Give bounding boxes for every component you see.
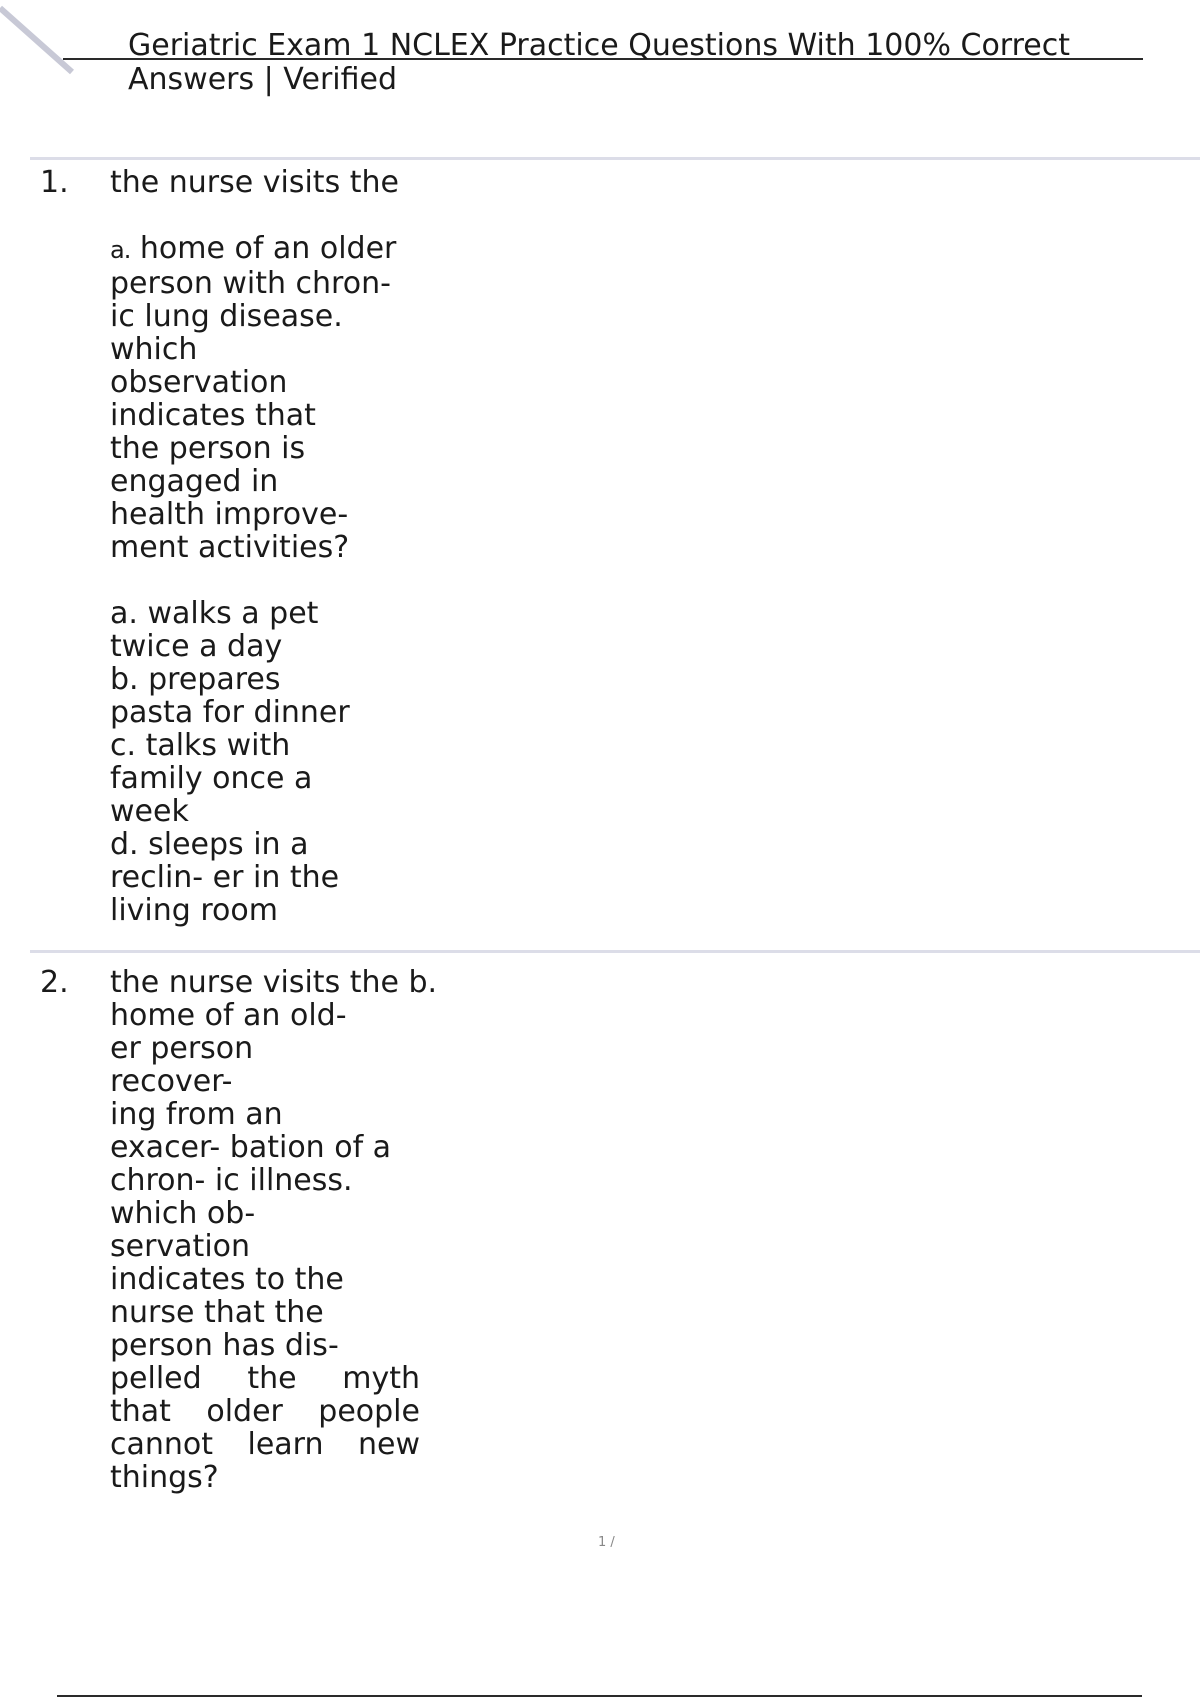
question-line: nurse that the [110, 1295, 324, 1330]
question-text [110, 966, 437, 1494]
question-line: which [110, 332, 198, 367]
question-line: things? [110, 1460, 219, 1495]
question-line: exacer- bation of a [110, 1130, 392, 1165]
document-title-line-2: Answers | Verified [128, 62, 398, 97]
word: that [110, 1394, 171, 1429]
word: learn [247, 1427, 324, 1462]
question-line: engaged in [110, 464, 279, 499]
question-line: observation [110, 365, 288, 400]
question-line: which ob- [110, 1196, 256, 1231]
question-line: ic lung disease. [110, 299, 343, 334]
option-line: family once a [110, 761, 313, 796]
question-line: ment activities? [110, 530, 350, 565]
line-gap [110, 199, 399, 232]
line-gap [110, 564, 399, 597]
justified-line [110, 1362, 420, 1395]
option-line: week [110, 794, 189, 829]
document-title-line-1: Geriatric Exam 1 NCLEX Practice Questions With 100% Correct [63, 28, 1143, 60]
word: cannot [110, 1427, 214, 1462]
option-line: a. walks a pet [110, 596, 319, 631]
question-line: recover- [110, 1064, 233, 1099]
option-line: living room [110, 893, 278, 928]
question-line: servation [110, 1229, 251, 1264]
document-header [63, 28, 1143, 98]
option-line: c. talks with [110, 728, 291, 763]
word: new [357, 1427, 420, 1462]
answer-prefix: a. [110, 236, 131, 264]
question-line: health improve- [110, 497, 349, 532]
word: pelled [110, 1361, 202, 1396]
question-line: er person [110, 1031, 254, 1066]
option-line: twice a day [110, 629, 283, 664]
option-line: pasta for dinner [110, 695, 350, 730]
option-line: b. prepares [110, 662, 281, 697]
option-line: reclin- er in the [110, 860, 340, 895]
question-text [110, 166, 399, 927]
question-line: person has dis- [110, 1328, 339, 1363]
question-line: ing from an [110, 1097, 283, 1132]
question-line: indicates that [110, 398, 316, 433]
question-line: the person is [110, 431, 306, 466]
question-line: the nurse visits the [110, 165, 399, 200]
section-divider [30, 950, 1200, 953]
option-line: d. sleeps in a [110, 827, 309, 862]
word: older [206, 1394, 283, 1429]
section-divider [30, 157, 1200, 160]
question-line: person with chron- [110, 266, 391, 301]
justified-line [110, 1428, 420, 1461]
footer-rule [57, 1695, 1142, 1697]
justified-line [110, 1395, 420, 1428]
question-line: indicates to the [110, 1262, 344, 1297]
question-line-text: home of an older [139, 231, 397, 266]
question-number: 2. [40, 965, 69, 1000]
question-line: the nurse visits the b. [110, 965, 438, 1000]
question-line: chron- ic illness. [110, 1163, 353, 1198]
page-number: 1 / [598, 1535, 615, 1550]
question-line [110, 232, 399, 267]
question-number: 1. [40, 165, 69, 200]
question-line: home of an old- [110, 998, 347, 1033]
word: myth [342, 1361, 420, 1396]
word: people [318, 1394, 420, 1429]
word: the [247, 1361, 297, 1396]
